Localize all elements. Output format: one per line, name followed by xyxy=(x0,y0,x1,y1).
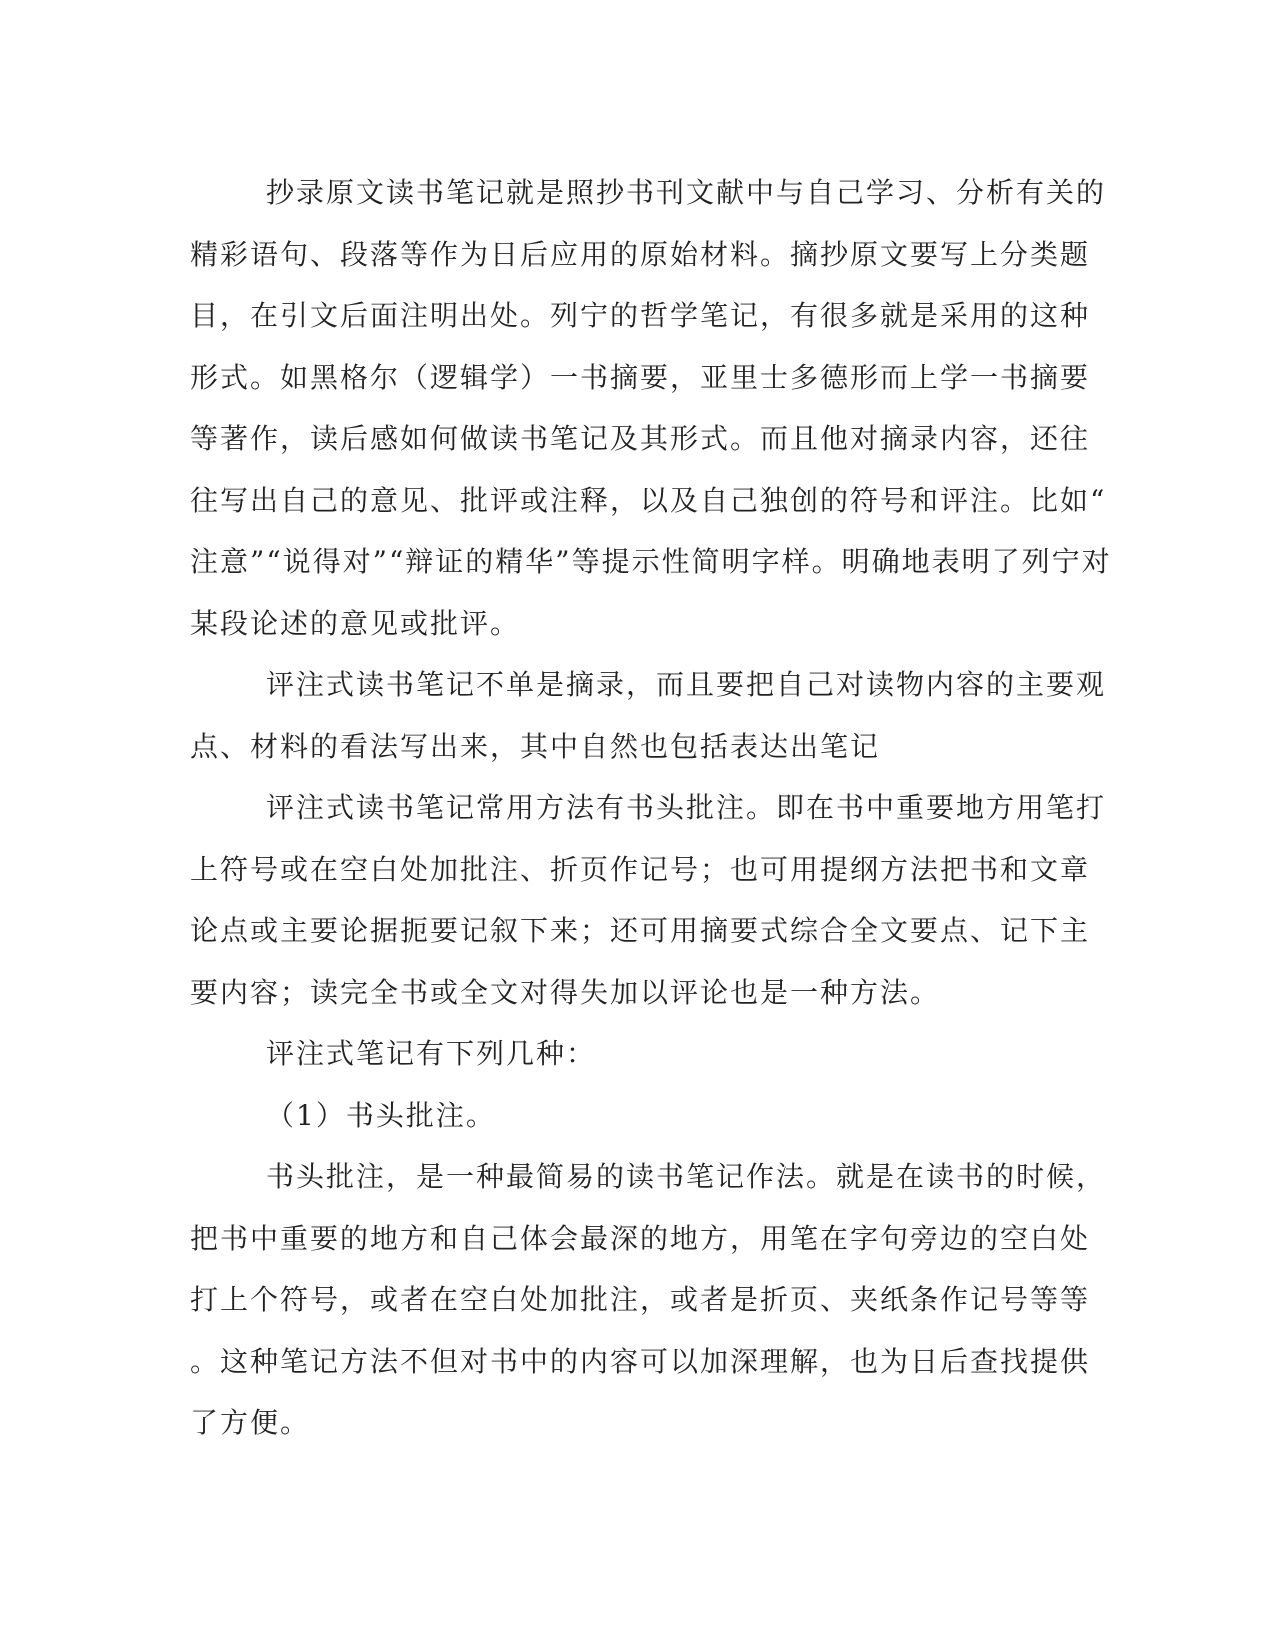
text-line: 要内容；读完全书或全文对得失加以评论也是一种方法。 xyxy=(190,975,941,1009)
text-line: 评注式读书笔记不单是摘录，而且要把自己对读物内容的主要观 xyxy=(266,668,1107,701)
text-line: 上符号或在空白处加批注、折页作记号；也可用提纲方法把书和文章 xyxy=(190,852,1091,886)
text-line: 目，在引文后面注明出处。列宁的哲学笔记，有很多就是采用的这种 xyxy=(190,299,1091,332)
text-line: 抄录原文读书笔记就是照抄书刊文献中与自己学习、分析有关的 xyxy=(266,176,1107,209)
text-line: 精彩语句、段落等作为日后应用的原始材料。摘抄原文要写上分类题 xyxy=(190,237,1091,271)
paragraph-6 xyxy=(190,1146,1107,1454)
text-line: 了方便。 xyxy=(190,1406,311,1439)
paragraph-4 xyxy=(190,1023,1100,1085)
text-line: 评注式笔记有下列几种： xyxy=(266,1037,597,1070)
text-line: 形式。如黑格尔（逻辑学）一书摘要，亚里士多德形而上学一书摘要 xyxy=(190,360,1091,394)
text-line: 论点或主要论据扼要记叙下来；还可用摘要式综合全文要点、记下主 xyxy=(190,914,1091,947)
paragraph-5 xyxy=(190,1085,1100,1147)
text-line: 往写出自己的意见、批评或注释，以及自己独创的符号和评注。比如“ xyxy=(190,483,1107,517)
paragraph-2 xyxy=(190,654,1107,777)
text-line: 等著作，读后感如何做读书笔记及其形式。而且他对摘录内容，还往 xyxy=(190,422,1091,455)
text-line: 评注式读书笔记常用方法有书头批注。即在书中重要地方用笔打 xyxy=(266,791,1107,824)
text-line: 书头批注，是一种最简易的读书笔记作法。就是在读书的时候， xyxy=(266,1160,1107,1193)
text-line: 注意”“说得对”“辩证的精华”等提示性简明字样。明确地表明了列宁对 xyxy=(190,545,1112,578)
section-heading: （1）书头批注。 xyxy=(266,1098,496,1132)
paragraph-3 xyxy=(190,777,1107,1023)
paragraph-1 xyxy=(190,162,1112,654)
text-line: 某段论述的意见或批评。 xyxy=(190,606,521,640)
text-line: 。这种笔记方法不但对书中的内容可以加深理解，也为日后查找提供 xyxy=(190,1344,1091,1378)
text-line: 把书中重要的地方和自己体会最深的地方，用笔在字句旁边的空白处 xyxy=(190,1221,1091,1255)
body-text xyxy=(190,162,1112,1454)
text-line: 点、材料的看法写出来，其中自然也包括表达出笔记 xyxy=(190,729,881,763)
text-line: 打上个符号，或者在空白处加批注，或者是折页、夹纸条作记号等等 xyxy=(190,1283,1091,1316)
